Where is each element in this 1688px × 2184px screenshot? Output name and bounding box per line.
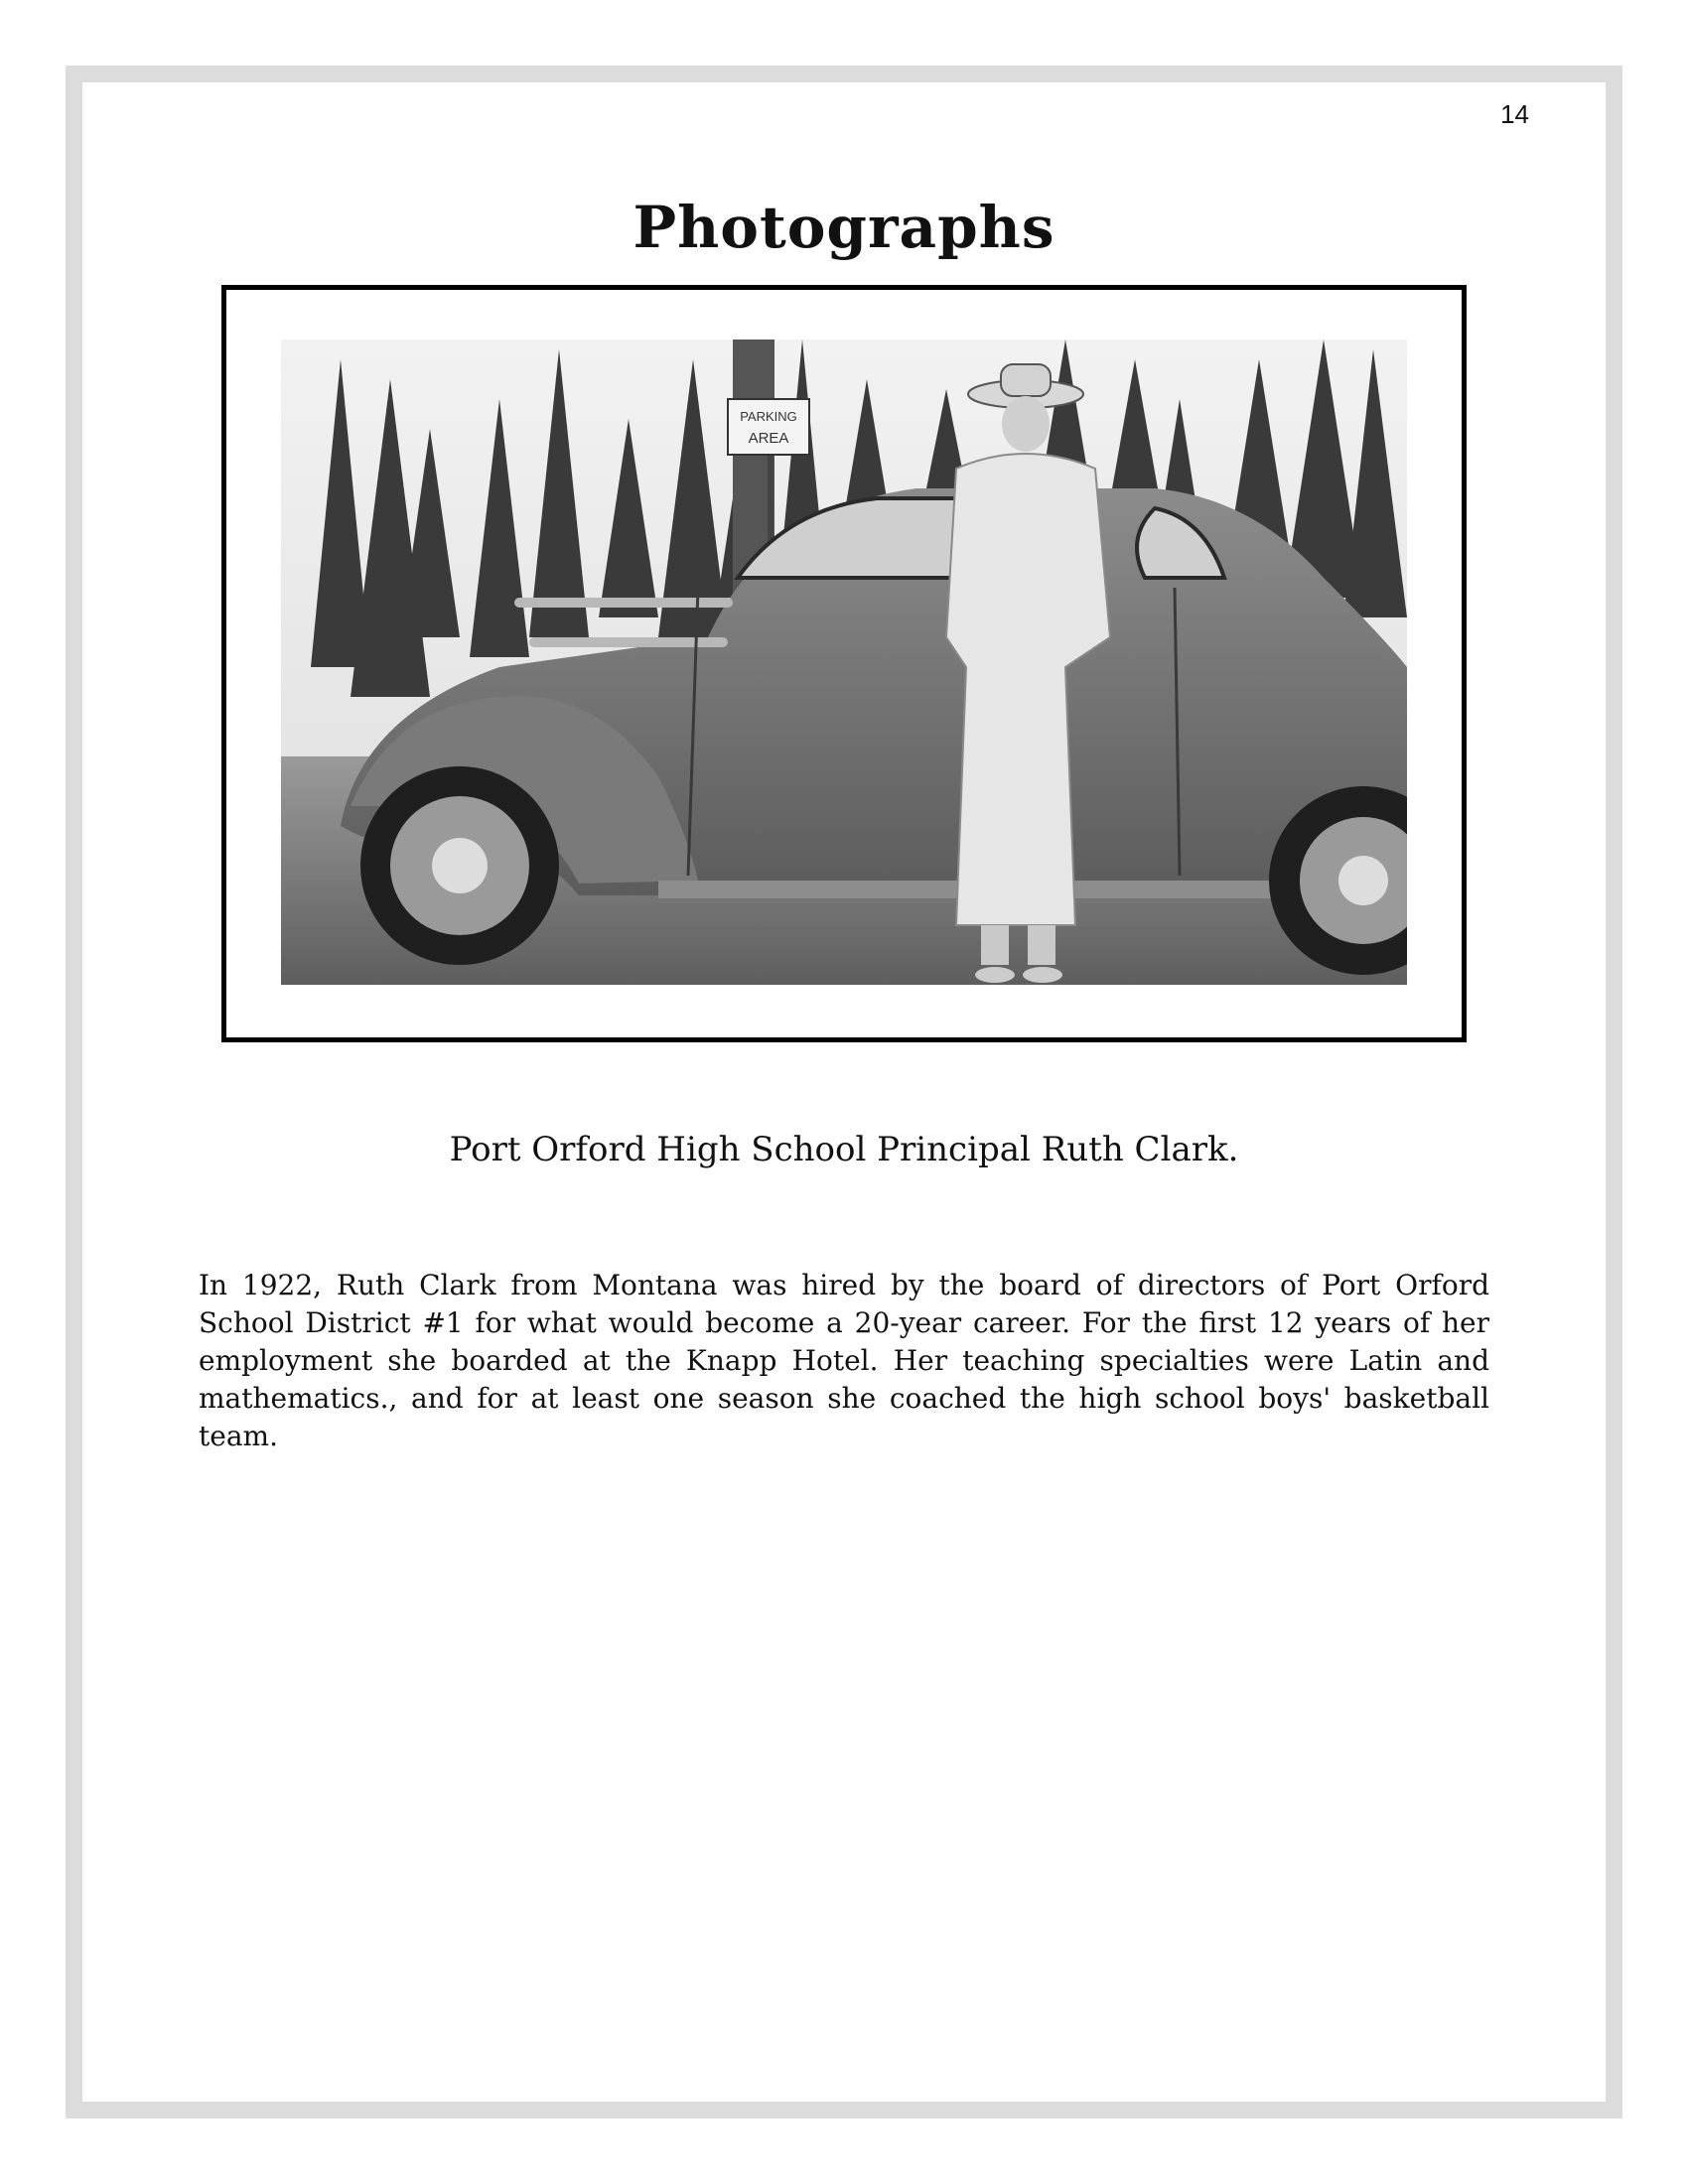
sign-line-1: PARKING: [740, 409, 797, 424]
sign-line-2: AREA: [748, 430, 789, 447]
photograph-woman-with-car: [281, 340, 1407, 985]
photo-caption: Port Orford High School Principal Ruth Clark.: [449, 1130, 1239, 1169]
photo-frame: [221, 285, 1467, 1042]
page-number: 14: [1500, 99, 1529, 129]
body-paragraph: In 1922, Ruth Clark from Montana was hired by the board of directors of Port Orford School District #1 for what would become a 20-year career. For the first 12 years of her employment she boarded at the Knapp Hotel. Her teaching specialties were Latin and mathematics., and for at least one season she coached the high school boys' basketball team.: [199, 1269, 1489, 1452]
page-title: Photographs: [633, 194, 1055, 261]
